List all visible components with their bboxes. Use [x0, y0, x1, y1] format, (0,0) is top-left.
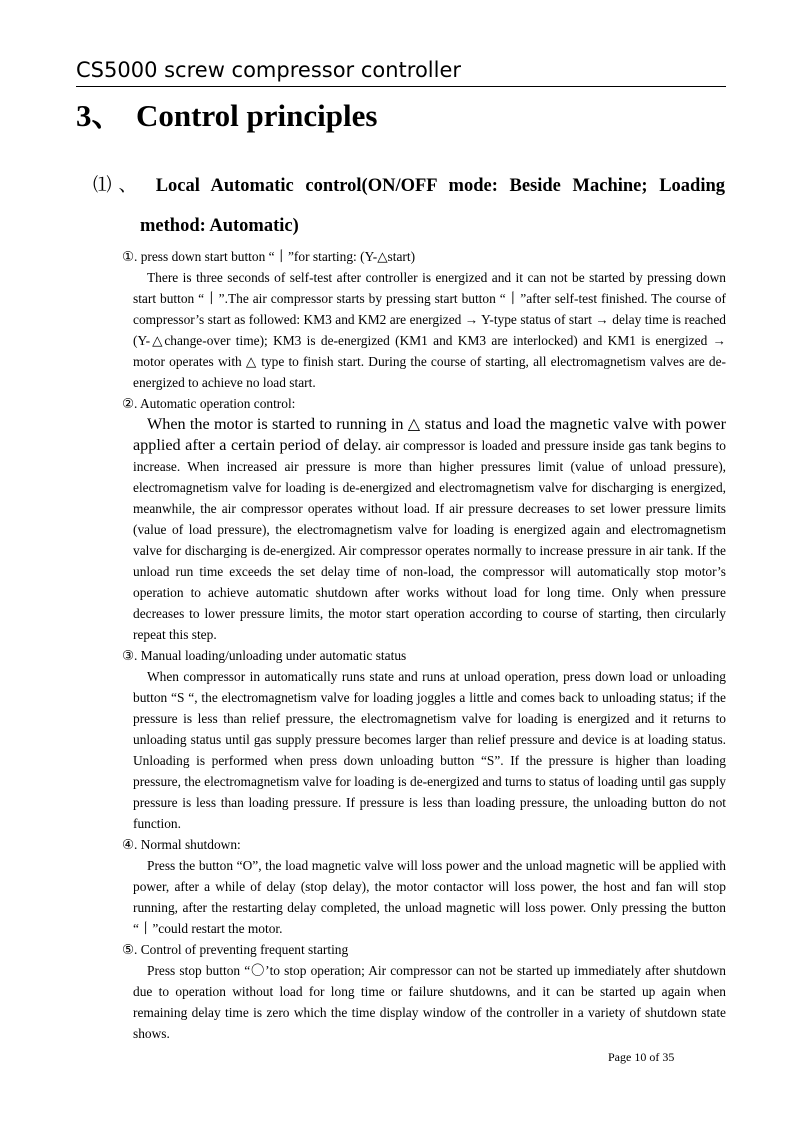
item-paragraph — [133, 414, 726, 645]
item-paragraph: Press the button “O”, the load magnetic valve will loss power and the unload magnetic will be applied with power, after a while of delay (stop delay), the motor contactor will loss power, the host and fan will stop running, after the restarting delay completed, the unload magnetic will loss power. Only pressing the button “丨”could restart the motor. — [133, 858, 726, 936]
item-paragraph: When compressor in automatically runs state and runs at unload operation, press down load or unloading button “S “, the electromagnetism valve for loading joggles a little and comes back to unloading status; if the pressure is less than relief pressure, the electromagnetism valve for loading is energized and it returns to unloading status until gas supply pressure becomes larger than relief pressure and device is at loading status. Unloading is performed when press down unloading button “S”. If the pressure is higher than loading pressure, the electromagnetism valve for loading is de-energized and turns to status of loading until gas supply pressure is less than loading pressure. If pressure is less than loading pressure, the unloading button do not function. — [133, 669, 726, 831]
item-title-automatic: ②. Automatic operation control: — [122, 396, 296, 411]
item-title-shutdown: ④. Normal shutdown: — [122, 837, 241, 852]
page-number: Page 10 of 35 — [608, 1050, 675, 1064]
running-header: CS5000 screw compressor controller — [76, 56, 726, 87]
document-body — [122, 246, 726, 1044]
section-title-line1: Local Automatic control(ON/OFF mode: Beside Machine; Loading — [155, 176, 725, 196]
chapter-number: 3、 — [76, 98, 123, 133]
item-paragraph-text: air compressor is loaded and pressure inside gas tank begins to increase. When increased air pressure is more than higher pressures limit (value of unload pressure), electromagnetism valve for loading is de-energized and electromagnetism valve for discharging is energized, meanwhile, the air compressor operates without load. If air pressure decreases to set lower pressure limits (value of load pressure), the electromagnetism valve for loading is energized again and electromagnetism valve for discharging is de-energized. Air compressor operates normally to increase pressure in air tank. If the unload run time exceeds the set delay time of non-load, the compressor will automatically stop motor’s operation to achieve automatic shutdown after works without load for long time. Only when pressure decreases to lower pressure limits, the motor start operation according to course of starting, then circularly repeat this step. — [133, 438, 726, 642]
item-lead-text: When the motor is started to running in △ status and load the magnetic valve with power applied after a certain period of delay. — [133, 415, 726, 454]
item-paragraph: There is three seconds of self-test after controller is energized and it can not be started by pressing down start button “丨”.The air compressor starts by pressing start button “丨”after self-test finished. The course of compressor’s start as followed: KM3 and KM2 are energized → Y-type status of start → delay time is reached (Y-△change-over time); KM3 is de-energized (KM1 and KM3 are interlocked) and KM1 is energized → motor operates with △ type to finish start. During the course of starting, all electromagnetism valves are de-energized to achieve no load start. — [133, 270, 726, 390]
item-title-manual: ③. Manual loading/unloading under automatic status — [122, 648, 407, 663]
chapter-title: Control principles — [136, 98, 378, 133]
section-title-line2: method: Automatic) — [140, 216, 299, 236]
item-title-start: ①. press down start button “丨”for starting: (Y-△start) — [122, 249, 416, 264]
section-marker: ⑴、 — [93, 176, 145, 196]
item-paragraph: Press stop button “〇’to stop operation; Air compressor can not be started up immediately after shutdown due to operation without load for long time or failure shutdowns, and it can be started up again when remaining delay time is zero which the time display window of the controller in a variety of shutdown state shows. — [133, 963, 726, 1041]
item-title-frequent-start: ⑤. Control of preventing frequent starting — [122, 942, 349, 957]
chapter-heading — [76, 96, 377, 136]
section-heading — [93, 166, 725, 206]
